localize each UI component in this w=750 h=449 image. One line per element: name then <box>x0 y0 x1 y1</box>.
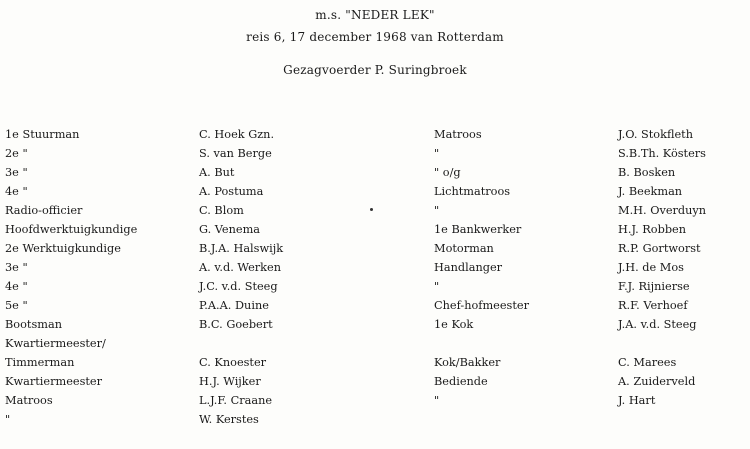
crew-rank: " <box>434 280 440 293</box>
crew-name: C. Knoester <box>199 356 267 369</box>
crew-rank: 1e Kok <box>434 318 474 331</box>
crew-rank: 1e Stuurman <box>5 128 80 141</box>
crew-rank: 2e Werktuigkundige <box>5 242 121 255</box>
crew-name: H.J. Robben <box>618 223 687 236</box>
crew-name: S. van Berge <box>199 147 272 160</box>
crew-name <box>618 334 706 353</box>
crew-rank: Chef-hofmeester <box>434 299 529 312</box>
crew-name: B.J.A. Halswijk <box>199 242 284 255</box>
crew-name: C. Marees <box>618 356 677 369</box>
right-ranks-column <box>434 125 529 410</box>
crew-name: J. Hart <box>618 394 656 407</box>
crew-rank: Handlanger <box>434 261 503 274</box>
crew-name: P.A.A. Duine <box>199 299 269 312</box>
crew-name: C. Hoek Gzn. <box>199 128 275 141</box>
crew-rank: " o/g <box>434 166 461 179</box>
crew-rank: 3e " <box>5 261 28 274</box>
crew-rank: " <box>434 204 440 217</box>
crew-rank: Bediende <box>434 375 488 388</box>
crew-rank: " <box>5 413 11 426</box>
ship-name: m.s. "NEDER LEK" <box>315 8 435 22</box>
crew-rank: Kwartiermeester <box>5 375 102 388</box>
crew-name: R.P. Gortworst <box>618 242 701 255</box>
crew-name: B.C. Goebert <box>199 318 273 331</box>
crew-name: J.H. de Mos <box>618 261 684 274</box>
crew-rank: Hoofdwerktuigkundige <box>5 223 138 236</box>
left-names-column <box>199 125 283 429</box>
crew-name: J.C. v.d. Steeg <box>199 280 278 293</box>
crew-rank: 5e " <box>5 299 28 312</box>
crew-name: J. Beekman <box>618 185 683 198</box>
crew-name: B. Bosken <box>618 166 676 179</box>
crew-rank: Kwartiermeester/ <box>5 337 106 350</box>
voyage-line: reis 6, 17 december 1968 van Rotterdam <box>246 30 504 44</box>
crew-name: F.J. Rijnierse <box>618 280 690 293</box>
captain-line: Gezagvoerder P. Suringbroek <box>283 63 467 77</box>
scan-speck <box>370 208 373 211</box>
crew-rank: 3e " <box>5 166 28 179</box>
crew-rank: Timmerman <box>5 356 75 369</box>
crew-name: S.B.Th. Kösters <box>618 147 706 160</box>
crew-name: G. Venema <box>199 223 261 236</box>
crew-name: J.A. v.d. Steeg <box>618 318 697 331</box>
crew-name: W. Kerstes <box>199 413 259 426</box>
crew-rank: " <box>434 394 440 407</box>
crew-rank: 2e " <box>5 147 28 160</box>
crew-name: L.J.F. Craane <box>199 394 273 407</box>
crew-name: C. Blom <box>199 204 244 217</box>
crew-rank: Matroos <box>5 394 53 407</box>
crew-name: J.O. Stokfleth <box>618 128 693 141</box>
crew-rank: 1e Bankwerker <box>434 223 522 236</box>
crew-name <box>199 334 283 353</box>
crew-rank: Kok/Bakker <box>434 356 501 369</box>
crew-name: H.J. Wijker <box>199 375 261 388</box>
right-names-column <box>618 125 706 410</box>
crew-rank: " <box>434 147 440 160</box>
crew-rank: Bootsman <box>5 318 62 331</box>
crew-name: A. But <box>199 166 235 179</box>
crew-rank: 4e " <box>5 280 28 293</box>
crew-name: R.F. Verhoef <box>618 299 688 312</box>
crew-name: A. v.d. Werken <box>199 261 281 274</box>
crew-rank: Lichtmatroos <box>434 185 511 198</box>
crew-rank: Matroos <box>434 128 482 141</box>
crew-rank <box>434 334 529 353</box>
crew-name: M.H. Overduyn <box>618 204 707 217</box>
left-ranks-column <box>5 125 137 429</box>
crew-name: A. Zuiderveld <box>618 375 696 388</box>
crew-rank: 4e " <box>5 185 28 198</box>
crew-name: A. Postuma <box>199 185 264 198</box>
crew-rank: Motorman <box>434 242 494 255</box>
crew-rank: Radio-officier <box>5 204 83 217</box>
